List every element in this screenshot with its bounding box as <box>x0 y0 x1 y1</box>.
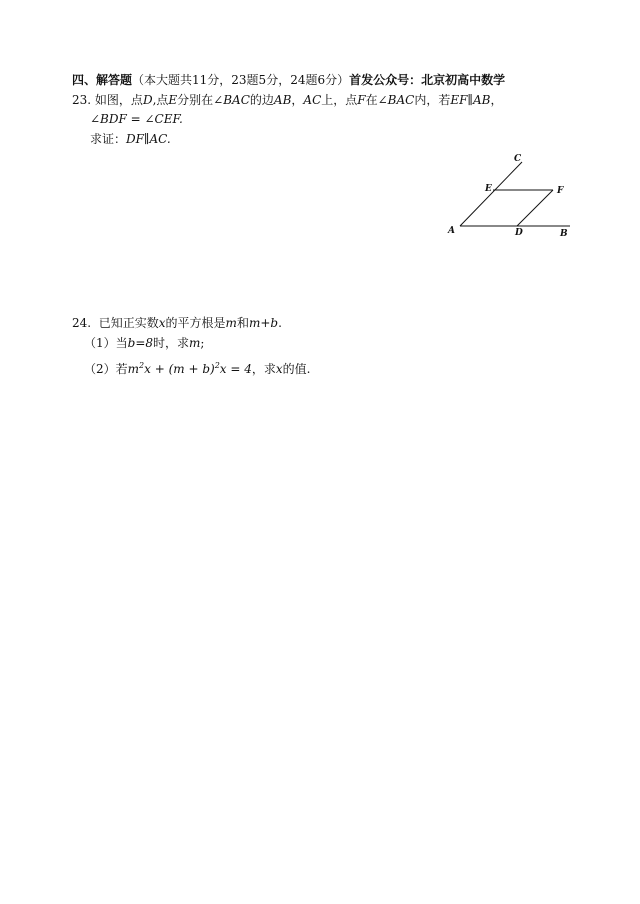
proof-label: 求证： <box>90 132 127 146</box>
eq-exponent: 2 <box>214 361 220 370</box>
q24-var: m <box>189 336 201 350</box>
q24-text: 已知正实数 <box>98 316 159 330</box>
label-d: D <box>515 228 523 238</box>
eq-exponent: 2 <box>139 361 145 370</box>
segment-df <box>517 190 553 226</box>
question-24-part-2 <box>84 361 311 377</box>
q24-text: （1）当 <box>84 336 128 350</box>
q24-var: x <box>275 362 283 376</box>
q23-var: D <box>142 93 153 107</box>
eq-term: x = 4 <box>219 362 252 376</box>
q24-var: m+b <box>248 316 279 330</box>
section-description: （本大题共11分，23题5分，24题6分） <box>132 73 350 87</box>
question-24-stem <box>72 315 282 331</box>
label-b: B <box>560 229 568 239</box>
q23-text: ， <box>490 93 503 107</box>
q23-text: 的边 <box>249 93 274 107</box>
q24-text: ; <box>200 336 205 350</box>
section-heading <box>72 72 505 88</box>
q24-text: . <box>278 316 282 330</box>
q23-text: 内，若 <box>414 93 451 107</box>
q23-var: E <box>168 93 178 107</box>
q23-var: BAC <box>387 93 415 107</box>
q23-var: BAC <box>223 93 250 107</box>
question-23-proof-line <box>90 131 171 147</box>
q24-var: b=8 <box>127 336 154 350</box>
q23-var: EF∥AB <box>450 93 491 107</box>
q23-var: F <box>357 93 366 107</box>
q24-text: 的值. <box>282 362 311 376</box>
question-23-number: 23. <box>72 93 92 107</box>
q23-text: 上，点 <box>321 93 358 107</box>
question-24-number: 24. <box>72 316 92 330</box>
q24-var: m <box>225 316 237 330</box>
proof-statement: DF∥AC. <box>126 132 171 146</box>
eq-term: x + (m + b) <box>144 362 215 376</box>
eq-term: m <box>127 362 140 376</box>
q23-text: 分别在∠ <box>177 93 224 107</box>
question-23-line-1 <box>72 92 503 108</box>
q24-text: 的平方根是 <box>165 316 226 330</box>
q23-text: 在∠ <box>365 93 388 107</box>
label-c: C <box>514 154 522 164</box>
q24-text: ，求 <box>251 362 276 376</box>
q24-text: 时，求 <box>153 336 190 350</box>
q24-text: 和 <box>236 316 249 330</box>
question-23-line-2: ∠BDF = ∠CEF. <box>90 112 183 126</box>
q23-text: ， <box>291 93 304 107</box>
label-f: F <box>557 186 564 196</box>
q23-text: ,点 <box>152 93 169 107</box>
question-24-part-1 <box>84 335 204 351</box>
q24-var: x <box>158 316 166 330</box>
label-a: A <box>448 226 455 236</box>
section-title: 四、解答题 <box>72 73 133 87</box>
q23-var: AC <box>303 93 322 107</box>
q23-var: AB <box>273 93 292 107</box>
label-e: E <box>485 184 492 194</box>
promo-text: 首发公众号：北京初高中数学 <box>349 73 506 87</box>
q23-text: 如图，点 <box>94 93 143 107</box>
q24-equation <box>128 362 252 376</box>
line-ac <box>460 162 522 226</box>
q24-text: （2）若 <box>84 362 128 376</box>
geometry-figure <box>446 150 578 242</box>
